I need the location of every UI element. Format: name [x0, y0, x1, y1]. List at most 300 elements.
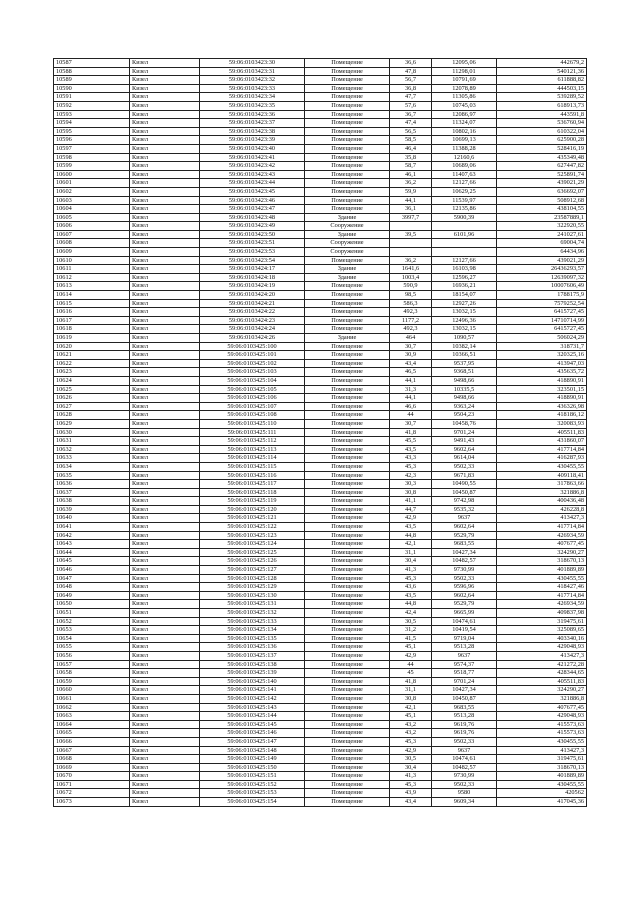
- cadastral-value-cell: 26436293,57: [497, 265, 587, 274]
- city-cell: Кизел: [130, 755, 200, 764]
- row-number-cell: 10595: [54, 127, 130, 136]
- row-number-cell: 10620: [54, 342, 130, 351]
- cadastral-value-cell: 319475,61: [497, 755, 587, 764]
- cadastral-number-cell: 59:06:0103425:120: [200, 505, 305, 514]
- table-row: [54, 308, 587, 317]
- object-type-cell: Помещение: [305, 67, 390, 76]
- row-number-cell: 10590: [54, 84, 130, 93]
- row-number-cell: 10653: [54, 626, 130, 635]
- unit-value-cell: 10458,76: [432, 419, 497, 428]
- city-cell: Кизел: [130, 737, 200, 746]
- table-row: [54, 299, 587, 308]
- unit-value-cell: 10450,87: [432, 694, 497, 703]
- unit-value-cell: 9574,37: [432, 660, 497, 669]
- table-row: [54, 162, 587, 171]
- table-row: [54, 136, 587, 145]
- object-type-cell: Помещение: [305, 119, 390, 128]
- city-cell: Кизел: [130, 548, 200, 557]
- city-cell: Кизел: [130, 505, 200, 514]
- object-type-cell: Помещение: [305, 59, 390, 68]
- unit-value-cell: 10745,03: [432, 101, 497, 110]
- row-number-cell: 10663: [54, 712, 130, 721]
- area-cell: 42,1: [390, 540, 432, 549]
- object-type-cell: Здание: [305, 273, 390, 282]
- unit-value-cell: 9742,98: [432, 497, 497, 506]
- city-cell: Кизел: [130, 376, 200, 385]
- unit-value-cell: 12095,06: [432, 59, 497, 68]
- object-type-cell: Помещение: [305, 712, 390, 721]
- cadastral-number-cell: 59:06:0103425:143: [200, 703, 305, 712]
- city-cell: Кизел: [130, 368, 200, 377]
- unit-value-cell: 10474,61: [432, 755, 497, 764]
- unit-value-cell: 16936,21: [432, 282, 497, 291]
- table-row: [54, 523, 587, 532]
- city-cell: Кизел: [130, 334, 200, 343]
- cadastral-value-cell: 438104,55: [497, 205, 587, 214]
- table-row: [54, 540, 587, 549]
- object-type-cell: Здание: [305, 230, 390, 239]
- row-number-cell: 10632: [54, 445, 130, 454]
- object-type-cell: Помещение: [305, 505, 390, 514]
- table-row: [54, 445, 587, 454]
- unit-value-cell: 9498,66: [432, 376, 497, 385]
- city-cell: Кизел: [130, 660, 200, 669]
- cadastral-number-cell: 59:06:0103424:19: [200, 282, 305, 291]
- cadastral-number-cell: 59:06:0103425:132: [200, 609, 305, 618]
- area-cell: 3997,7: [390, 213, 432, 222]
- city-cell: Кизел: [130, 394, 200, 403]
- cadastral-number-cell: 59:06:0103423:51: [200, 239, 305, 248]
- city-cell: Кизел: [130, 626, 200, 635]
- unit-value-cell: 10482,57: [432, 763, 497, 772]
- table-row: [54, 376, 587, 385]
- table-row: [54, 505, 587, 514]
- area-cell: 1641,6: [390, 265, 432, 274]
- unit-value-cell: 9637: [432, 651, 497, 660]
- row-number-cell: 10591: [54, 93, 130, 102]
- unit-value-cell: 12078,89: [432, 84, 497, 93]
- unit-value-cell: 10450,87: [432, 488, 497, 497]
- table-row: [54, 462, 587, 471]
- cadastral-value-cell: 407677,45: [497, 703, 587, 712]
- city-cell: Кизел: [130, 187, 200, 196]
- row-number-cell: 10613: [54, 282, 130, 291]
- row-number-cell: 10640: [54, 514, 130, 523]
- area-cell: 45,3: [390, 780, 432, 789]
- row-number-cell: 10643: [54, 540, 130, 549]
- object-type-cell: Помещение: [305, 144, 390, 153]
- city-cell: Кизел: [130, 600, 200, 609]
- area-cell: 44,1: [390, 394, 432, 403]
- object-type-cell: Помещение: [305, 523, 390, 532]
- row-number-cell: 10599: [54, 162, 130, 171]
- area-cell: 30,7: [390, 342, 432, 351]
- table-row: [54, 101, 587, 110]
- unit-value-cell: 13032,15: [432, 325, 497, 334]
- cadastral-value-cell: 413427,3: [497, 514, 587, 523]
- row-number-cell: 10651: [54, 609, 130, 618]
- cadastral-number-cell: 59:06:0103423:42: [200, 162, 305, 171]
- city-cell: Кизел: [130, 196, 200, 205]
- object-type-cell: Помещение: [305, 591, 390, 600]
- unit-value-cell: 9637: [432, 746, 497, 755]
- area-cell: 43,3: [390, 454, 432, 463]
- area-cell: 31,1: [390, 686, 432, 695]
- area-cell: 30,4: [390, 557, 432, 566]
- city-cell: Кизел: [130, 703, 200, 712]
- unit-value-cell: 9498,66: [432, 394, 497, 403]
- object-type-cell: Помещение: [305, 694, 390, 703]
- city-cell: Кизел: [130, 746, 200, 755]
- city-cell: Кизел: [130, 342, 200, 351]
- area-cell: 58,5: [390, 136, 432, 145]
- cadastral-number-cell: 59:06:0103425:140: [200, 677, 305, 686]
- unit-value-cell: 9513,28: [432, 643, 497, 652]
- unit-value-cell: 9529,79: [432, 531, 497, 540]
- city-cell: Кизел: [130, 651, 200, 660]
- area-cell: 46,4: [390, 144, 432, 153]
- row-number-cell: 10598: [54, 153, 130, 162]
- row-number-cell: 10631: [54, 437, 130, 446]
- cadastral-value-cell: 324290,27: [497, 548, 587, 557]
- cadastral-number-cell: 59:06:0103425:124: [200, 540, 305, 549]
- cadastral-number-cell: 59:06:0103425:103: [200, 368, 305, 377]
- object-type-cell: Помещение: [305, 101, 390, 110]
- cadastral-number-cell: 59:06:0103423:47: [200, 205, 305, 214]
- object-type-cell: Помещение: [305, 772, 390, 781]
- object-type-cell: Помещение: [305, 557, 390, 566]
- table-row: [54, 514, 587, 523]
- cadastral-value-cell: 439021,29: [497, 256, 587, 265]
- table-row: [54, 368, 587, 377]
- cadastral-value-cell: 23587889,1: [497, 213, 587, 222]
- cadastral-number-cell: 59:06:0103425:116: [200, 471, 305, 480]
- row-number-cell: 10654: [54, 634, 130, 643]
- unit-value-cell: 10802,16: [432, 127, 497, 136]
- city-cell: Кизел: [130, 437, 200, 446]
- cadastral-value-cell: 528416,19: [497, 144, 587, 153]
- object-type-cell: Помещение: [305, 402, 390, 411]
- city-cell: Кизел: [130, 230, 200, 239]
- cadastral-number-cell: 59:06:0103423:41: [200, 153, 305, 162]
- unit-value-cell: 9502,33: [432, 737, 497, 746]
- cadastral-number-cell: 59:06:0103425:131: [200, 600, 305, 609]
- area-cell: 46,1: [390, 170, 432, 179]
- cadastral-number-cell: 59:06:0103425:123: [200, 531, 305, 540]
- cadastral-value-cell: 539289,52: [497, 93, 587, 102]
- cadastral-number-cell: 59:06:0103425:127: [200, 566, 305, 575]
- cadastral-value-cell: 317863,66: [497, 480, 587, 489]
- area-cell: 41,3: [390, 772, 432, 781]
- table-row: [54, 772, 587, 781]
- city-cell: Кизел: [130, 144, 200, 153]
- cadastral-number-cell: 59:06:0103423:39: [200, 136, 305, 145]
- city-cell: Кизел: [130, 84, 200, 93]
- cadastral-number-cell: 59:06:0103424:26: [200, 334, 305, 343]
- object-type-cell: Помещение: [305, 583, 390, 592]
- cadastral-number-cell: 59:06:0103425:107: [200, 402, 305, 411]
- city-cell: Кизел: [130, 686, 200, 695]
- row-number-cell: 10657: [54, 660, 130, 669]
- unit-value-cell: 9602,64: [432, 591, 497, 600]
- cadastral-number-cell: 59:06:0103423:49: [200, 222, 305, 231]
- city-cell: Кизел: [130, 351, 200, 360]
- cadastral-value-cell: 6415727,45: [497, 308, 587, 317]
- cadastral-value-cell: 418890,91: [497, 394, 587, 403]
- object-type-cell: Помещение: [305, 368, 390, 377]
- table-row: [54, 677, 587, 686]
- table-row: [54, 187, 587, 196]
- table-row: [54, 634, 587, 643]
- area-cell: 43,2: [390, 729, 432, 738]
- unit-value-cell: 9535,32: [432, 505, 497, 514]
- cadastral-number-cell: 59:06:0103425:126: [200, 557, 305, 566]
- city-cell: Кизел: [130, 385, 200, 394]
- unit-value-cell: 9602,64: [432, 445, 497, 454]
- table-row: [54, 256, 587, 265]
- table-row: [54, 351, 587, 360]
- table-row: [54, 729, 587, 738]
- cadastral-number-cell: 59:06:0103425:105: [200, 385, 305, 394]
- table-row: [54, 694, 587, 703]
- cadastral-value-cell: 436326,98: [497, 402, 587, 411]
- cadastral-value-cell: 426934,59: [497, 531, 587, 540]
- city-cell: Кизел: [130, 780, 200, 789]
- cadastral-number-cell: 59:06:0103425:146: [200, 729, 305, 738]
- object-type-cell: Помещение: [305, 256, 390, 265]
- unit-value-cell: 9518,77: [432, 669, 497, 678]
- row-number-cell: 10648: [54, 583, 130, 592]
- object-type-cell: Помещение: [305, 514, 390, 523]
- object-type-cell: Помещение: [305, 763, 390, 772]
- object-type-cell: Помещение: [305, 634, 390, 643]
- cadastral-number-cell: 59:06:0103425:144: [200, 712, 305, 721]
- cadastral-value-cell: 323501,15: [497, 385, 587, 394]
- row-number-cell: 10647: [54, 574, 130, 583]
- area-cell: 492,3: [390, 325, 432, 334]
- area-cell: 44,1: [390, 376, 432, 385]
- city-cell: Кизел: [130, 523, 200, 532]
- unit-value-cell: 6101,96: [432, 230, 497, 239]
- city-cell: Кизел: [130, 248, 200, 257]
- cadastral-number-cell: 59:06:0103423:48: [200, 213, 305, 222]
- area-cell: 30,4: [390, 763, 432, 772]
- area-cell: 30,7: [390, 419, 432, 428]
- cadastral-value-cell: 318731,7: [497, 342, 587, 351]
- cadastral-value-cell: 428344,65: [497, 669, 587, 678]
- table-row: [54, 780, 587, 789]
- area-cell: 30,5: [390, 617, 432, 626]
- city-cell: Кизел: [130, 402, 200, 411]
- city-cell: Кизел: [130, 591, 200, 600]
- unit-value-cell: 9596,96: [432, 583, 497, 592]
- row-number-cell: 10668: [54, 755, 130, 764]
- cadastral-number-cell: 59:06:0103425:135: [200, 634, 305, 643]
- unit-value-cell: 12127,66: [432, 179, 497, 188]
- city-cell: Кизел: [130, 127, 200, 136]
- row-number-cell: 10587: [54, 59, 130, 68]
- area-cell: 59,9: [390, 187, 432, 196]
- cadastral-number-cell: 59:06:0103425:112: [200, 437, 305, 446]
- unit-value-cell: 9491,43: [432, 437, 497, 446]
- object-type-cell: Помещение: [305, 755, 390, 764]
- city-cell: Кизел: [130, 772, 200, 781]
- row-number-cell: 10644: [54, 548, 130, 557]
- table-row: [54, 617, 587, 626]
- object-type-cell: Помещение: [305, 376, 390, 385]
- unit-value-cell: 11298,01: [432, 67, 497, 76]
- cadastral-number-cell: 59:06:0103424:24: [200, 325, 305, 334]
- city-cell: Кизел: [130, 265, 200, 274]
- cadastral-value-cell: 318670,13: [497, 763, 587, 772]
- object-type-cell: Помещение: [305, 454, 390, 463]
- table-row: [54, 110, 587, 119]
- table-row: [54, 179, 587, 188]
- row-number-cell: 10655: [54, 643, 130, 652]
- unit-value-cell: 10482,57: [432, 557, 497, 566]
- row-number-cell: 10596: [54, 136, 130, 145]
- cadastral-value-cell: 416287,93: [497, 454, 587, 463]
- city-cell: Кизел: [130, 540, 200, 549]
- row-number-cell: 10661: [54, 694, 130, 703]
- cadastral-value-cell: 426934,59: [497, 600, 587, 609]
- area-cell: 43,2: [390, 720, 432, 729]
- city-cell: Кизел: [130, 643, 200, 652]
- object-type-cell: Помещение: [305, 136, 390, 145]
- cadastral-value-cell: 409118,41: [497, 471, 587, 480]
- cadastral-value-cell: 415573,63: [497, 720, 587, 729]
- area-cell: [390, 248, 432, 257]
- area-cell: 43,9: [390, 789, 432, 798]
- cadastral-value-cell: 415573,63: [497, 729, 587, 738]
- area-cell: 30,9: [390, 351, 432, 360]
- row-number-cell: 10667: [54, 746, 130, 755]
- cadastral-number-cell: 59:06:0103423:53: [200, 248, 305, 257]
- city-cell: Кизел: [130, 179, 200, 188]
- cadastral-number-cell: 59:06:0103425:145: [200, 720, 305, 729]
- city-cell: Кизел: [130, 609, 200, 618]
- city-cell: Кизел: [130, 514, 200, 523]
- cadastral-number-cell: 59:06:0103423:32: [200, 76, 305, 85]
- row-number-cell: 10630: [54, 428, 130, 437]
- city-cell: Кизел: [130, 282, 200, 291]
- object-type-cell: Помещение: [305, 411, 390, 420]
- cadastral-number-cell: 59:06:0103423:50: [200, 230, 305, 239]
- city-cell: Кизел: [130, 76, 200, 85]
- area-cell: 98,5: [390, 291, 432, 300]
- unit-value-cell: 12596,27: [432, 273, 497, 282]
- object-type-cell: Помещение: [305, 342, 390, 351]
- unit-value-cell: 9513,28: [432, 712, 497, 721]
- city-cell: Кизел: [130, 59, 200, 68]
- table-row: [54, 746, 587, 755]
- row-number-cell: 10604: [54, 205, 130, 214]
- city-cell: Кизел: [130, 566, 200, 575]
- row-number-cell: 10612: [54, 273, 130, 282]
- area-cell: 42,9: [390, 651, 432, 660]
- unit-value-cell: 12086,97: [432, 110, 497, 119]
- cadastral-value-cell: 429048,93: [497, 643, 587, 652]
- area-cell: 45,1: [390, 712, 432, 721]
- city-cell: Кизел: [130, 325, 200, 334]
- table-row: [54, 669, 587, 678]
- area-cell: 44,7: [390, 505, 432, 514]
- city-cell: Кизел: [130, 617, 200, 626]
- unit-value-cell: 9683,55: [432, 540, 497, 549]
- cadastral-value-cell: 12639097,32: [497, 273, 587, 282]
- row-number-cell: 10629: [54, 419, 130, 428]
- cadastral-number-cell: 59:06:0103424:21: [200, 299, 305, 308]
- city-cell: Кизел: [130, 67, 200, 76]
- object-type-cell: Сооружение: [305, 222, 390, 231]
- city-cell: Кизел: [130, 256, 200, 265]
- table-row: [54, 763, 587, 772]
- area-cell: 45,5: [390, 437, 432, 446]
- object-type-cell: Помещение: [305, 480, 390, 489]
- object-type-cell: Помещение: [305, 651, 390, 660]
- object-type-cell: Помещение: [305, 789, 390, 798]
- unit-value-cell: 9671,83: [432, 471, 497, 480]
- unit-value-cell: 12160,6: [432, 153, 497, 162]
- city-cell: Кизел: [130, 299, 200, 308]
- table-row: [54, 600, 587, 609]
- area-cell: 41,8: [390, 428, 432, 437]
- cadastral-value-cell: 320325,16: [497, 351, 587, 360]
- cadastral-number-cell: 59:06:0103425:153: [200, 789, 305, 798]
- row-number-cell: 10633: [54, 454, 130, 463]
- cadastral-number-cell: 59:06:0103425:150: [200, 763, 305, 772]
- cadastral-value-cell: 418427,46: [497, 583, 587, 592]
- row-number-cell: 10642: [54, 531, 130, 540]
- row-number-cell: 10637: [54, 488, 130, 497]
- unit-value-cell: 10366,51: [432, 351, 497, 360]
- unit-value-cell: 11305,86: [432, 93, 497, 102]
- unit-value-cell: [432, 248, 497, 257]
- unit-value-cell: 13032,15: [432, 308, 497, 317]
- cadastral-value-cell: 401889,89: [497, 772, 587, 781]
- unit-value-cell: 9529,79: [432, 600, 497, 609]
- city-cell: Кизел: [130, 789, 200, 798]
- area-cell: 58,7: [390, 162, 432, 171]
- cadastral-value-cell: 506024,29: [497, 334, 587, 343]
- cadastral-value-cell: 318670,13: [497, 557, 587, 566]
- cadastral-number-cell: 59:06:0103423:35: [200, 101, 305, 110]
- table-row: [54, 248, 587, 257]
- city-cell: Кизел: [130, 798, 200, 807]
- cadastral-number-cell: 59:06:0103425:122: [200, 523, 305, 532]
- table-row: [54, 67, 587, 76]
- cadastral-value-cell: 443591,8: [497, 110, 587, 119]
- row-number-cell: 10589: [54, 76, 130, 85]
- object-type-cell: Помещение: [305, 385, 390, 394]
- row-number-cell: 10619: [54, 334, 130, 343]
- cadastral-value-cell: 435635,72: [497, 368, 587, 377]
- table-row: [54, 239, 587, 248]
- area-cell: 44,8: [390, 531, 432, 540]
- cadastral-value-cell: 417714,84: [497, 591, 587, 600]
- city-cell: Кизел: [130, 557, 200, 566]
- row-number-cell: 10618: [54, 325, 130, 334]
- city-cell: Кизел: [130, 694, 200, 703]
- cadastral-value-cell: 405511,83: [497, 428, 587, 437]
- cadastral-value-cell: 405511,83: [497, 677, 587, 686]
- object-type-cell: Помещение: [305, 669, 390, 678]
- object-type-cell: Помещение: [305, 462, 390, 471]
- city-cell: Кизел: [130, 428, 200, 437]
- area-cell: 39,5: [390, 230, 432, 239]
- table-row: [54, 84, 587, 93]
- city-cell: Кизел: [130, 634, 200, 643]
